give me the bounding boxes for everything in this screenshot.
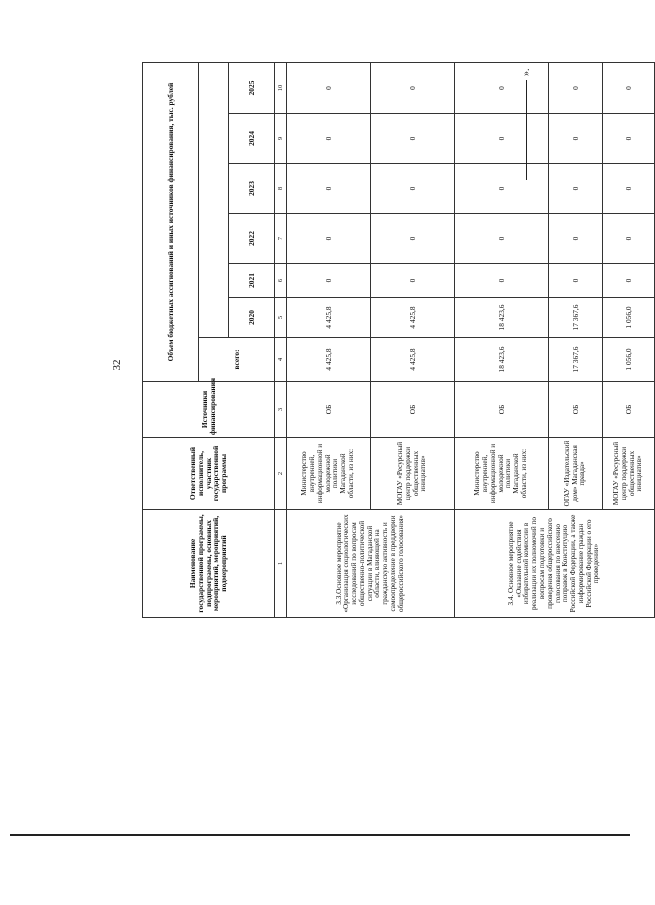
funding-source-cell: ОБ <box>549 382 603 438</box>
total-cell: 17 367,6 <box>549 338 603 382</box>
total-cell: 4 425,8 <box>287 338 371 382</box>
year-value-cell: 0 <box>287 62 371 113</box>
executor-cell: Министерство внутренней, информационной и молодежной политики Магаданской области, из них: <box>455 438 549 510</box>
year-value-cell: 18 423,6 <box>455 298 549 338</box>
header-funding-source: Источники финансирования <box>143 382 275 438</box>
program-name-cell: 3.4. Основное мероприятие «Оказание содействия избирательной комиссии в реализации их полномочий по вопросам подготовки и проведения общероссийского голосования по внесению поправок в Конституцию Российской Федерации, а также информирование граждан Российской Федерации о его проведении» <box>455 510 655 618</box>
column-number: 3 <box>275 382 287 438</box>
year-value-cell: 0 <box>455 214 549 264</box>
total-cell: 18 423,6 <box>455 338 549 382</box>
year-value-cell: 0 <box>287 164 371 214</box>
year-value-cell: 4 425,8 <box>287 298 371 338</box>
header-executor: Ответственный исполнитель, участник государственной программы <box>143 438 275 510</box>
year-value-cell: 0 <box>549 62 603 113</box>
header-year-2023: 2023 <box>229 164 275 214</box>
funding-source-cell: ОБ <box>455 382 549 438</box>
total-cell: 4 425,8 <box>371 338 455 382</box>
header-year-2020: 2020 <box>229 298 275 338</box>
header-year-2021: 2021 <box>229 264 275 298</box>
column-number: 10 <box>275 62 287 113</box>
year-value-cell: 1 056,0 <box>603 298 655 338</box>
page-separator-line <box>10 834 630 836</box>
budget-table <box>142 62 655 618</box>
year-value-cell: 0 <box>549 214 603 264</box>
year-value-cell: 0 <box>455 62 549 113</box>
header-total: всего: <box>199 338 275 382</box>
page-number: 32 <box>111 359 123 371</box>
year-value-cell: 0 <box>287 114 371 164</box>
header-funding-group: Объем бюджетных ассигнований и иных источников финансирования, тыс. рублей <box>143 62 199 381</box>
column-number: 1 <box>275 510 287 618</box>
column-number: 4 <box>275 338 287 382</box>
year-value-cell: 0 <box>371 164 455 214</box>
header-program-name: Наименование государственной программы, подпрограммы, основных мероприятий, мероприятий, подмероприятий <box>143 510 275 618</box>
year-value-cell: 0 <box>455 164 549 214</box>
column-number: 7 <box>275 214 287 264</box>
year-value-cell: 0 <box>603 164 655 214</box>
column-number: 8 <box>275 164 287 214</box>
year-value-cell: 0 <box>603 62 655 113</box>
year-value-cell: 17 367,6 <box>549 298 603 338</box>
column-number: 6 <box>275 264 287 298</box>
funding-source-cell: ОБ <box>371 382 455 438</box>
column-number: 9 <box>275 114 287 164</box>
year-value-cell: 0 <box>549 264 603 298</box>
column-number: 5 <box>275 298 287 338</box>
year-value-cell: 0 <box>371 62 455 113</box>
column-number-row <box>275 62 287 617</box>
year-value-cell: 0 <box>549 164 603 214</box>
header-year-2025: 2025 <box>229 62 275 113</box>
closing-quote: ». <box>521 68 532 76</box>
closing-underline <box>526 80 527 180</box>
executor-cell: МОГАУ «Ресурсный центр поддержки общественных инициатив» <box>603 438 655 510</box>
year-value-cell: 0 <box>603 114 655 164</box>
year-value-cell: 0 <box>371 214 455 264</box>
year-value-cell: 0 <box>287 264 371 298</box>
executor-cell: ОГАУ «Издательский дом» Магаданская правда» <box>549 438 603 510</box>
executor-cell: МОГАУ «Ресурсный центр поддержки общественных инициатив» <box>371 438 455 510</box>
year-value-cell: 0 <box>371 114 455 164</box>
funding-source-cell: ОБ <box>287 382 371 438</box>
year-value-cell: 0 <box>287 214 371 264</box>
closing-mark <box>520 40 534 180</box>
program-name-cell: 3.3.Основное мероприятие «Организация социологических исследований по вопросам общественно-политической ситуации в Магаданской области, влияющей на гражданскую активность и самоопределение в преддверии общероссийского голосования» <box>287 510 455 618</box>
year-value-cell: 0 <box>455 114 549 164</box>
total-cell: 1 056,0 <box>603 338 655 382</box>
year-value-cell: 0 <box>455 264 549 298</box>
year-value-cell: 0 <box>603 264 655 298</box>
year-value-cell: 0 <box>371 264 455 298</box>
executor-cell: Министерство внутренней, информационной и молодежной политики Магаданской области, из них: <box>287 438 371 510</box>
year-value-cell: 0 <box>549 114 603 164</box>
header-year-2022: 2022 <box>229 214 275 264</box>
column-number: 2 <box>275 438 287 510</box>
header-year-2024: 2024 <box>229 114 275 164</box>
rotated-table-container <box>142 63 644 618</box>
year-value-cell: 0 <box>603 214 655 264</box>
funding-source-cell: ОБ <box>603 382 655 438</box>
table-row <box>287 62 371 617</box>
year-value-cell: 4 425,8 <box>371 298 455 338</box>
table-row <box>455 62 549 617</box>
